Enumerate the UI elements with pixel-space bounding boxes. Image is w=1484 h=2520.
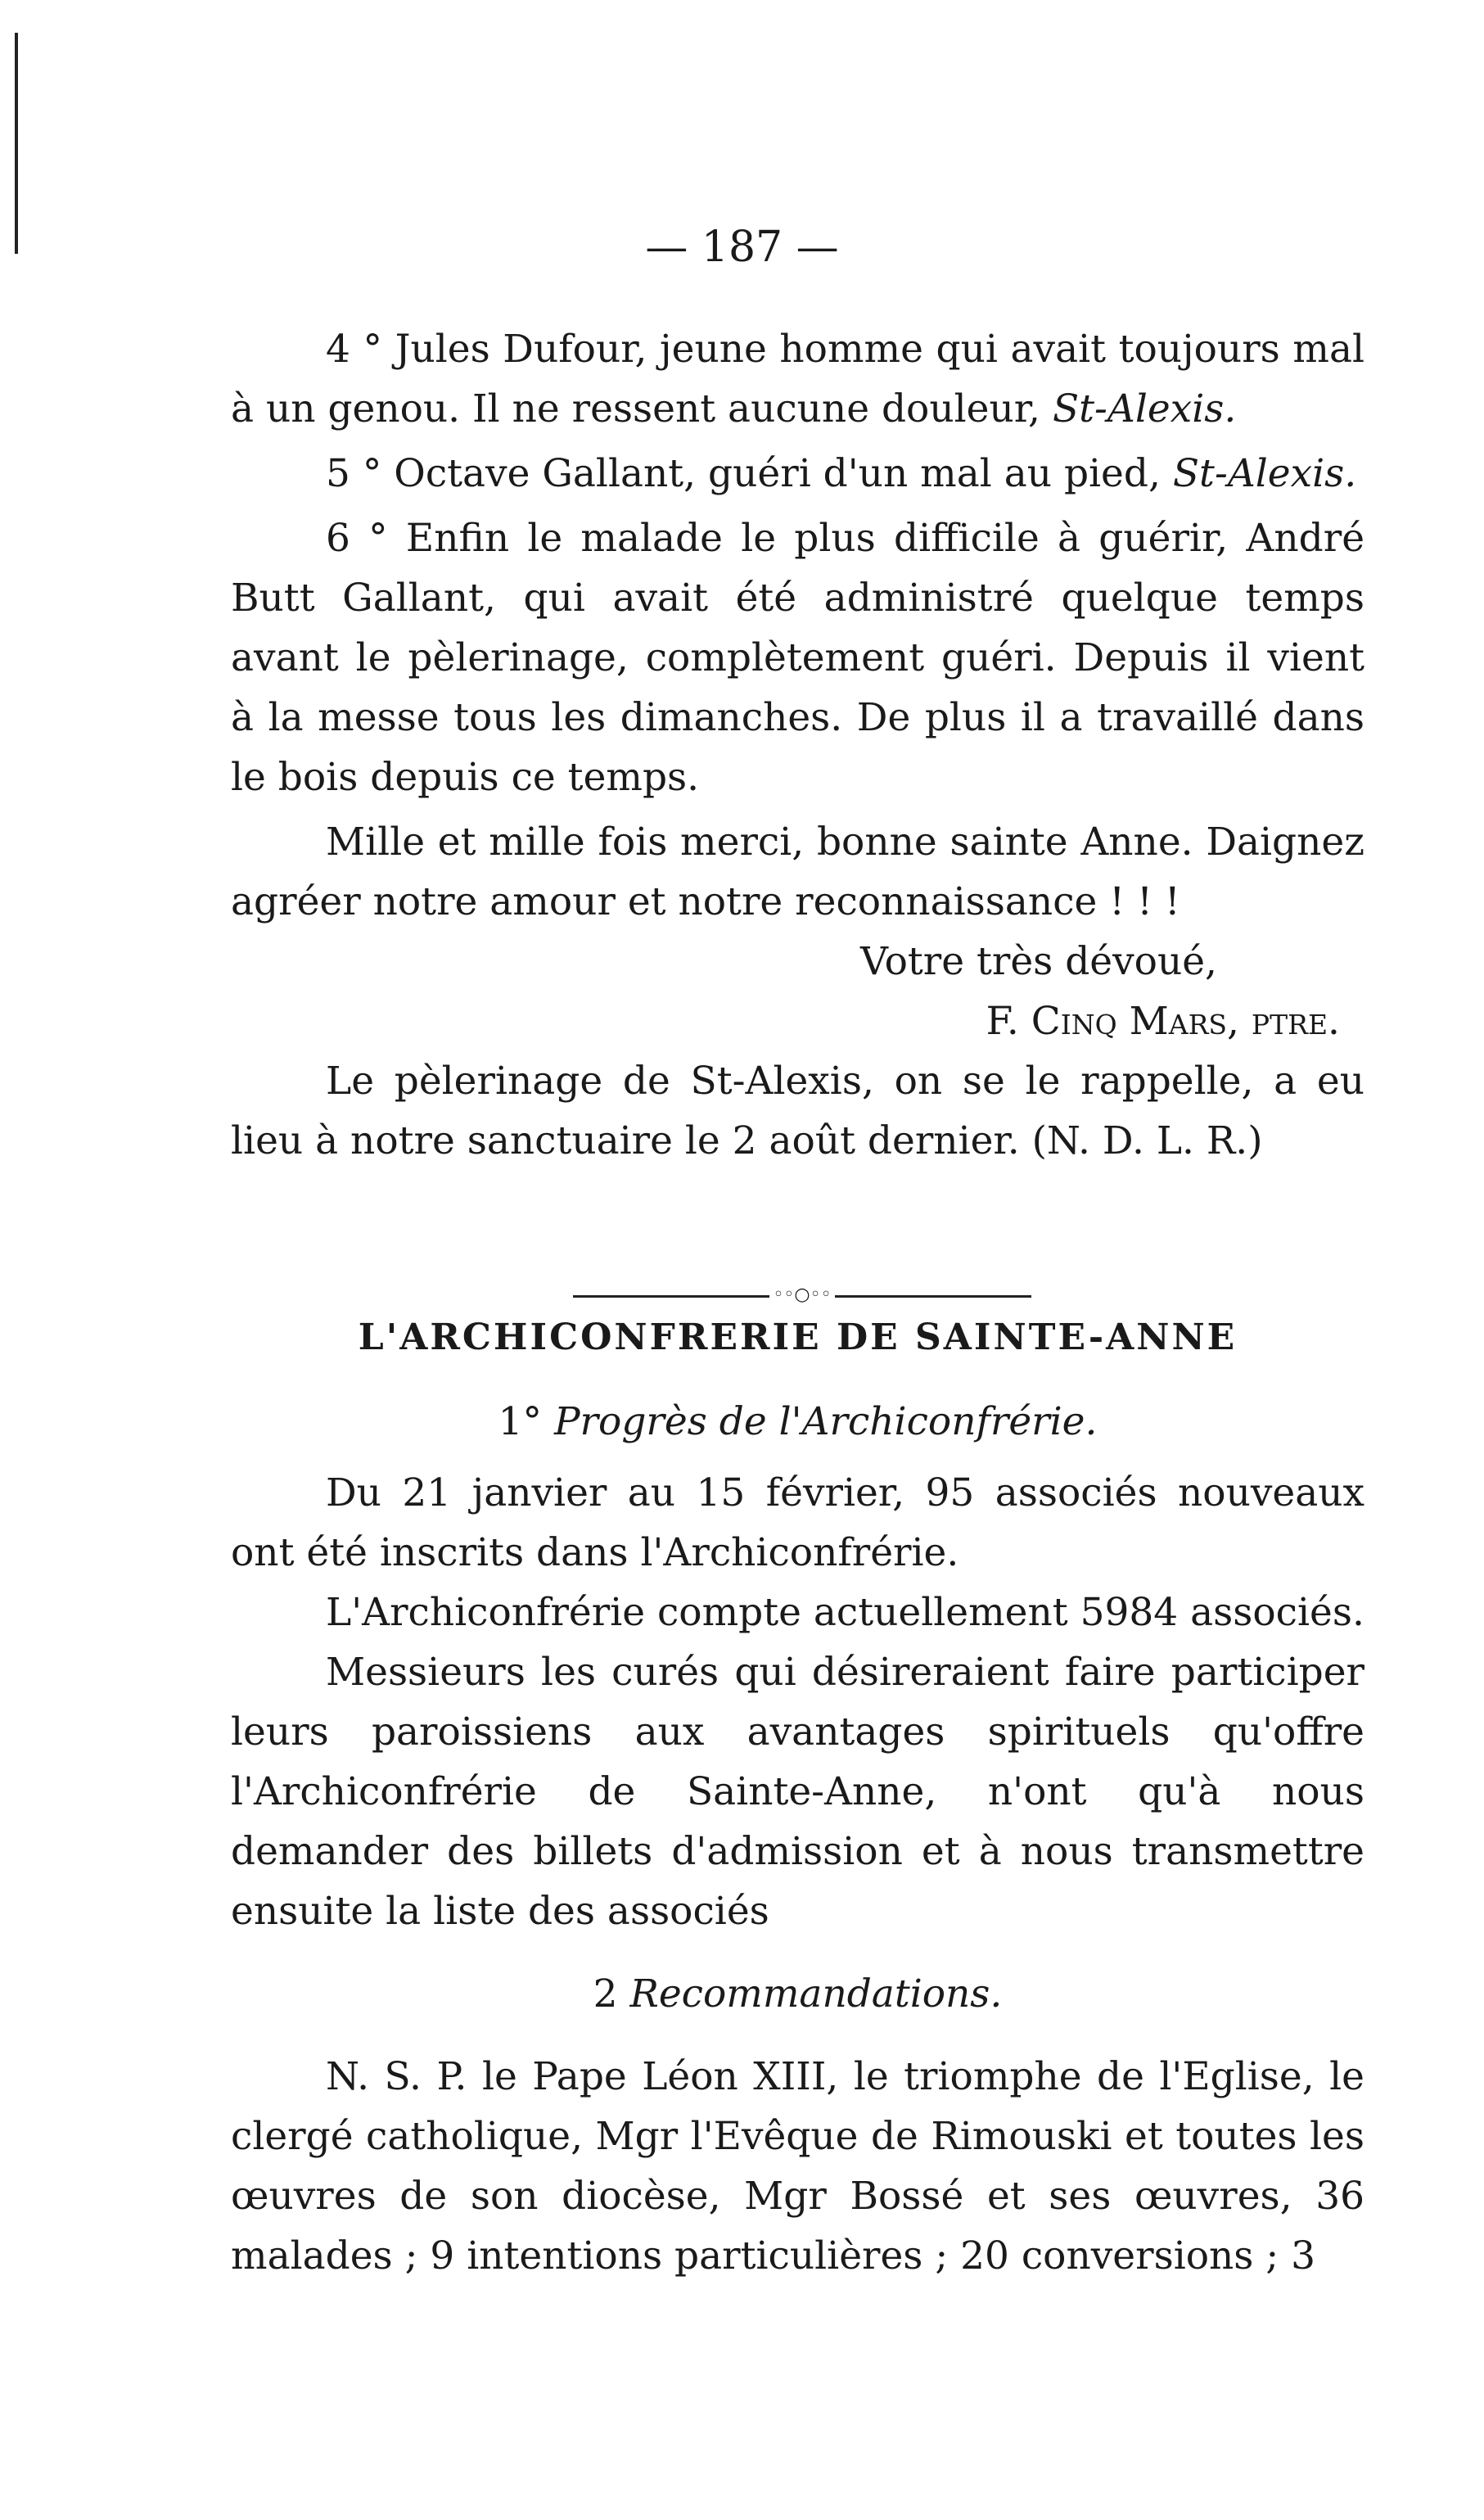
signature: F. Cinq Mars, ptre.: [986, 999, 1340, 1044]
editor-note: Le pèlerinage de St-Alexis, on se le rappelle, a eu lieu à notre sanctuaire le 2 août dernier. (N. D. L. R.): [231, 1059, 1364, 1163]
closing-line: Votre très dévoué,: [859, 939, 1217, 984]
item-place: St-Alexis.: [1052, 386, 1237, 431]
subsection-title: Progrès de l'Archiconfrérie.: [553, 1399, 1098, 1444]
scan-edge-rule: [15, 33, 18, 254]
section-heading: L'ARCHICONFRERIE DE SAINTE-ANNE: [358, 1316, 1238, 1358]
item-6: [231, 508, 1364, 807]
subsection-2-title: [231, 1964, 1364, 2024]
subsection-title: Recommandations.: [629, 1971, 1003, 2016]
subsection-number: 1°: [498, 1399, 542, 1444]
subsection-number: 2: [593, 1971, 618, 2016]
item-marker: 5 °: [326, 451, 382, 496]
signature-line: [231, 991, 1364, 1051]
item-5: [231, 444, 1364, 504]
progress-paragraph: L'Archiconfrérie compte actuellement 5984 associés.: [326, 1590, 1364, 1635]
item-marker: 6 °: [326, 516, 388, 561]
page-number: — 187 —: [645, 223, 839, 272]
letter-body: [231, 319, 1364, 1171]
progress-paragraph: Du 21 janvier au 15 février, 95 associés nouveaux ont été inscrits dans l'Archiconfrérie.: [231, 1470, 1364, 1575]
recommendations-paragraph: N. S. P. le Pape Léon XIII, le triomphe de l'Eglise, le clergé catholique, Mgr l'Evêque de Rimouski et toutes les œuvres de son diocèse, Mgr Bossé et ses œuvres, 36 malades ; 9 intentions particulières ; 20 conversions ; 3: [231, 2054, 1364, 2278]
item-text: Octave Gallant, guéri d'un mal au pied,: [394, 451, 1161, 496]
progress-paragraph: Messieurs les curés qui désireraient faire participer leurs paroissiens aux avantages spirituels qu'offre l'Archiconfrérie de Sainte-Anne, n'ont qu'à nous demander des billets d'admission et à nous transmettre ensuite la liste des associés: [231, 1650, 1364, 1934]
item-place: St-Alexis.: [1172, 451, 1357, 496]
archiconfrerie-body: [231, 1392, 1364, 2286]
subsection-1-title: [231, 1392, 1364, 1452]
thanks-paragraph: Mille et mille fois merci, bonne sainte Anne. Daignez agréer notre amour et notre reconnaissance ! ! !: [231, 820, 1364, 924]
item-4: [231, 319, 1364, 439]
item-text: Jules Dufour, jeune homme qui avait toujours mal à un genou. Il ne ressent aucune douleur,: [231, 327, 1365, 431]
item-text: Enfin le malade le plus difficile à guérir, André Butt Gallant, qui avait été administré quelque temps avant le pèlerinage, complètement guéri. Depuis il vient à la messe tous les dimanches. De plus il a travaillé dans le bois depuis ce temps.: [231, 516, 1365, 800]
divider-ornament: ◦◦○◦◦: [769, 1289, 835, 1302]
item-marker: 4 °: [326, 327, 383, 372]
